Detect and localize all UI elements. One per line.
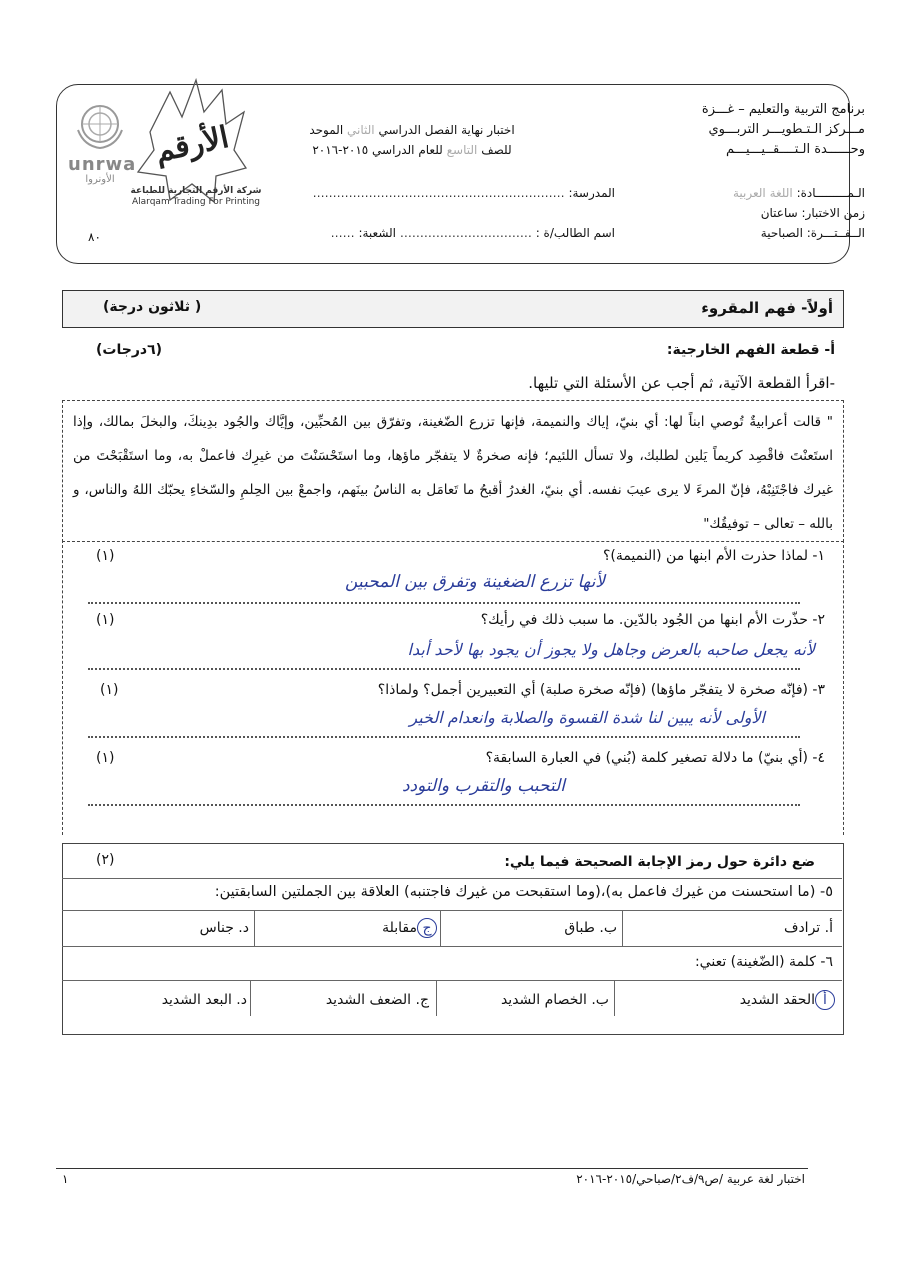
question-4-score: (١) xyxy=(96,750,115,766)
q5-option-c[interactable]: جمقابلة xyxy=(382,918,437,938)
q6-sep-3 xyxy=(250,980,251,1016)
q5-option-a[interactable]: أ. ترادف xyxy=(783,920,833,936)
period-label: الــفــتـــرة: xyxy=(806,226,865,240)
page-number: ١ xyxy=(62,1172,69,1186)
printer-name xyxy=(126,186,266,208)
period-field xyxy=(761,226,865,240)
q6-option-b[interactable]: ب. الخصام الشديد xyxy=(500,992,609,1008)
part-a-score: (٦درجات) xyxy=(96,342,163,358)
question-1-score: (١) xyxy=(96,548,115,564)
exam-code: ٨٠ xyxy=(88,230,101,244)
school-blank: ……………………………………………………… xyxy=(312,186,565,200)
question-6: ٦- كلمة (الضّغينة) تعني: xyxy=(694,954,833,970)
duration-value: ساعتان xyxy=(760,206,798,220)
mcq-divider-1 xyxy=(62,878,842,879)
printer-name-en: Alarqam Trading For Printing xyxy=(132,197,260,207)
q6-option-d[interactable]: د. البعد الشديد xyxy=(161,992,247,1008)
unit-name: وحــــــدة الـتــــقــيـــيـــم xyxy=(725,142,865,157)
unrwa-logo-text: unrwa xyxy=(68,154,137,175)
printer-logo-word: الأرقم xyxy=(152,119,232,170)
footer-text: اختبار لغة عربية /ص٩/ف٢/صباحي/٢٠١٥-٢٠١٦ xyxy=(576,1172,805,1186)
mcq-divider-3 xyxy=(62,946,842,947)
grade-year-line: للصف التاسع للعام الدراسي ٢٠١٥-٢٠١٦ xyxy=(312,143,512,157)
center-name: مـــركز الـتـطويـــر التربـــوي xyxy=(708,122,865,137)
period-value: الصباحية xyxy=(760,226,803,240)
question-1: ١- لماذا حذرت الأم ابنها من (النميمة)؟ xyxy=(602,548,825,564)
printer-name-ar: شركة الأرقم التجارية للطباعة xyxy=(130,186,262,196)
q6-option-a-circle: أ xyxy=(815,990,835,1010)
q5-option-c-circle: ج xyxy=(417,918,437,938)
subject-value: اللغة العربية xyxy=(732,186,793,200)
q5-option-d[interactable]: د. جناس xyxy=(199,920,249,936)
answer-2-handwriting: لأنه يجعل صاحبه بالعرض وجاهل ولا يجوز أن يجود بها لأحد أبدا xyxy=(407,640,815,659)
section-bar xyxy=(62,290,844,328)
question-4: ٤- (أي بنيّ) ما دلالة تصغير كلمة (بُني) في العبارة السابقة؟ xyxy=(485,750,825,766)
student-name-label: اسم الطالب/ة : xyxy=(535,226,615,240)
student-name-blank: …………………………… xyxy=(399,226,532,240)
q6-sep-2 xyxy=(436,980,437,1016)
mcq-score: (٢) xyxy=(96,852,115,868)
question-2: ٢- حذّرت الأم ابنها من الجُود بالدّين. ما سبب ذلك في رأيك؟ xyxy=(480,612,825,628)
answer-4-handwriting: التحبب والتقرب والتودد xyxy=(401,776,565,796)
header-institution xyxy=(645,100,865,160)
school-field xyxy=(313,186,615,200)
section-title: أولاً- فهم المقروء xyxy=(701,299,833,317)
mcq-divider-2 xyxy=(62,910,842,911)
part-a-instruction: -اقرأ القطعة الآتية، ثم أجب عن الأسئلة التي تليها. xyxy=(528,374,835,392)
answer-3-handwriting: الأولى لأنه يبين لنا شدة القسوة والصلابة وانعدام الخير xyxy=(409,708,765,727)
student-name-field xyxy=(331,226,615,240)
exam-title-line: اختبار نهاية الفصل الدراسي الثاني الموحد xyxy=(309,123,515,137)
duration-label: زمن الاختبار: xyxy=(801,206,865,220)
subject-field xyxy=(733,186,865,200)
passage-box xyxy=(62,400,844,542)
section-label: الشعبة: xyxy=(358,226,397,240)
section-score: ( ثلاثون درجة) xyxy=(103,299,202,315)
question-5: ٥- (ما استحسنت من غيرك فاعمل به)،(وما استقبحت من غيرك فاجتنبه) العلاقة بين الجملتين السابقتين: xyxy=(214,884,833,900)
q5-option-b[interactable]: ب. طباق xyxy=(564,920,617,936)
part-a-title: أ- قطعة الفهم الخارجية: xyxy=(666,342,835,358)
passage-text: " قالت أعرابيةٌ تُوصي ابناً لها: أي بنيّ، إياك والنميمة، فإنها تزرع الضّغينة، وتفرّق بين المُحبِّين، وإيَّاك والجُود بدِينكَ، والبخلَ بمالك، وإذا استَعنْتَ فاقْصِد كريماً يَلين لطلبك، ولا تسأل اللئيم؛ فإنه صخرةٌ لا يتفجّر ماؤها، وما استَحْسَنْتَ من غيرِك فاعملْ به، وما استَقْبَحْتَ من غيرك فاجْتَنِبْهُ، فإنّ المرءَ لا يرى عيبَ نفسه. أي بنيّ، الغدرُ أقبحُ ما تَعامَل به الناسُ بينَهم، واجمعْ بين الحِلمِ والسّخاءِ يحبّك اللهُ والناس، و بالله – تعالى – توفيقُك" xyxy=(73,414,833,532)
unrwa-logo-arabic: الأونروا xyxy=(85,174,115,185)
school-label: المدرسة: xyxy=(568,186,615,200)
q6-option-c[interactable]: ج. الضعف الشديد xyxy=(325,992,429,1008)
program-name: برنامج التربية والتعليم – غـــزة xyxy=(701,102,865,117)
mcq-instruction: ضع دائرة حول رمز الإجابة الصحيحة فيما يلي: xyxy=(504,854,815,870)
footer-rule xyxy=(56,1168,808,1169)
duration-field xyxy=(761,206,865,220)
un-emblem-icon xyxy=(68,100,132,152)
question-3: ٣- (فإنّه صخرة لا يتفجّر ماؤها) (فإنّه صخرة صلبة) أي التعبيرين أجمل؟ ولماذا؟ xyxy=(377,682,825,698)
subject-label: الـمـــــــــادة: xyxy=(796,186,865,200)
unrwa-logo xyxy=(68,100,137,185)
q6-sep-1 xyxy=(614,980,615,1016)
question-2-score: (١) xyxy=(96,612,115,628)
mcq-divider-4 xyxy=(62,980,842,981)
section-blank: …… xyxy=(330,226,355,240)
q6-option-a[interactable]: أالحقد الشديد xyxy=(740,990,835,1010)
q5-sep-2 xyxy=(440,910,441,946)
answer-1-handwriting: لأنها تزرع الضغينة وتفرق بين المحبين xyxy=(345,572,605,592)
q5-sep-3 xyxy=(254,910,255,946)
exam-title xyxy=(262,120,562,160)
q5-sep-1 xyxy=(622,910,623,946)
question-3-score: (١) xyxy=(100,682,119,698)
